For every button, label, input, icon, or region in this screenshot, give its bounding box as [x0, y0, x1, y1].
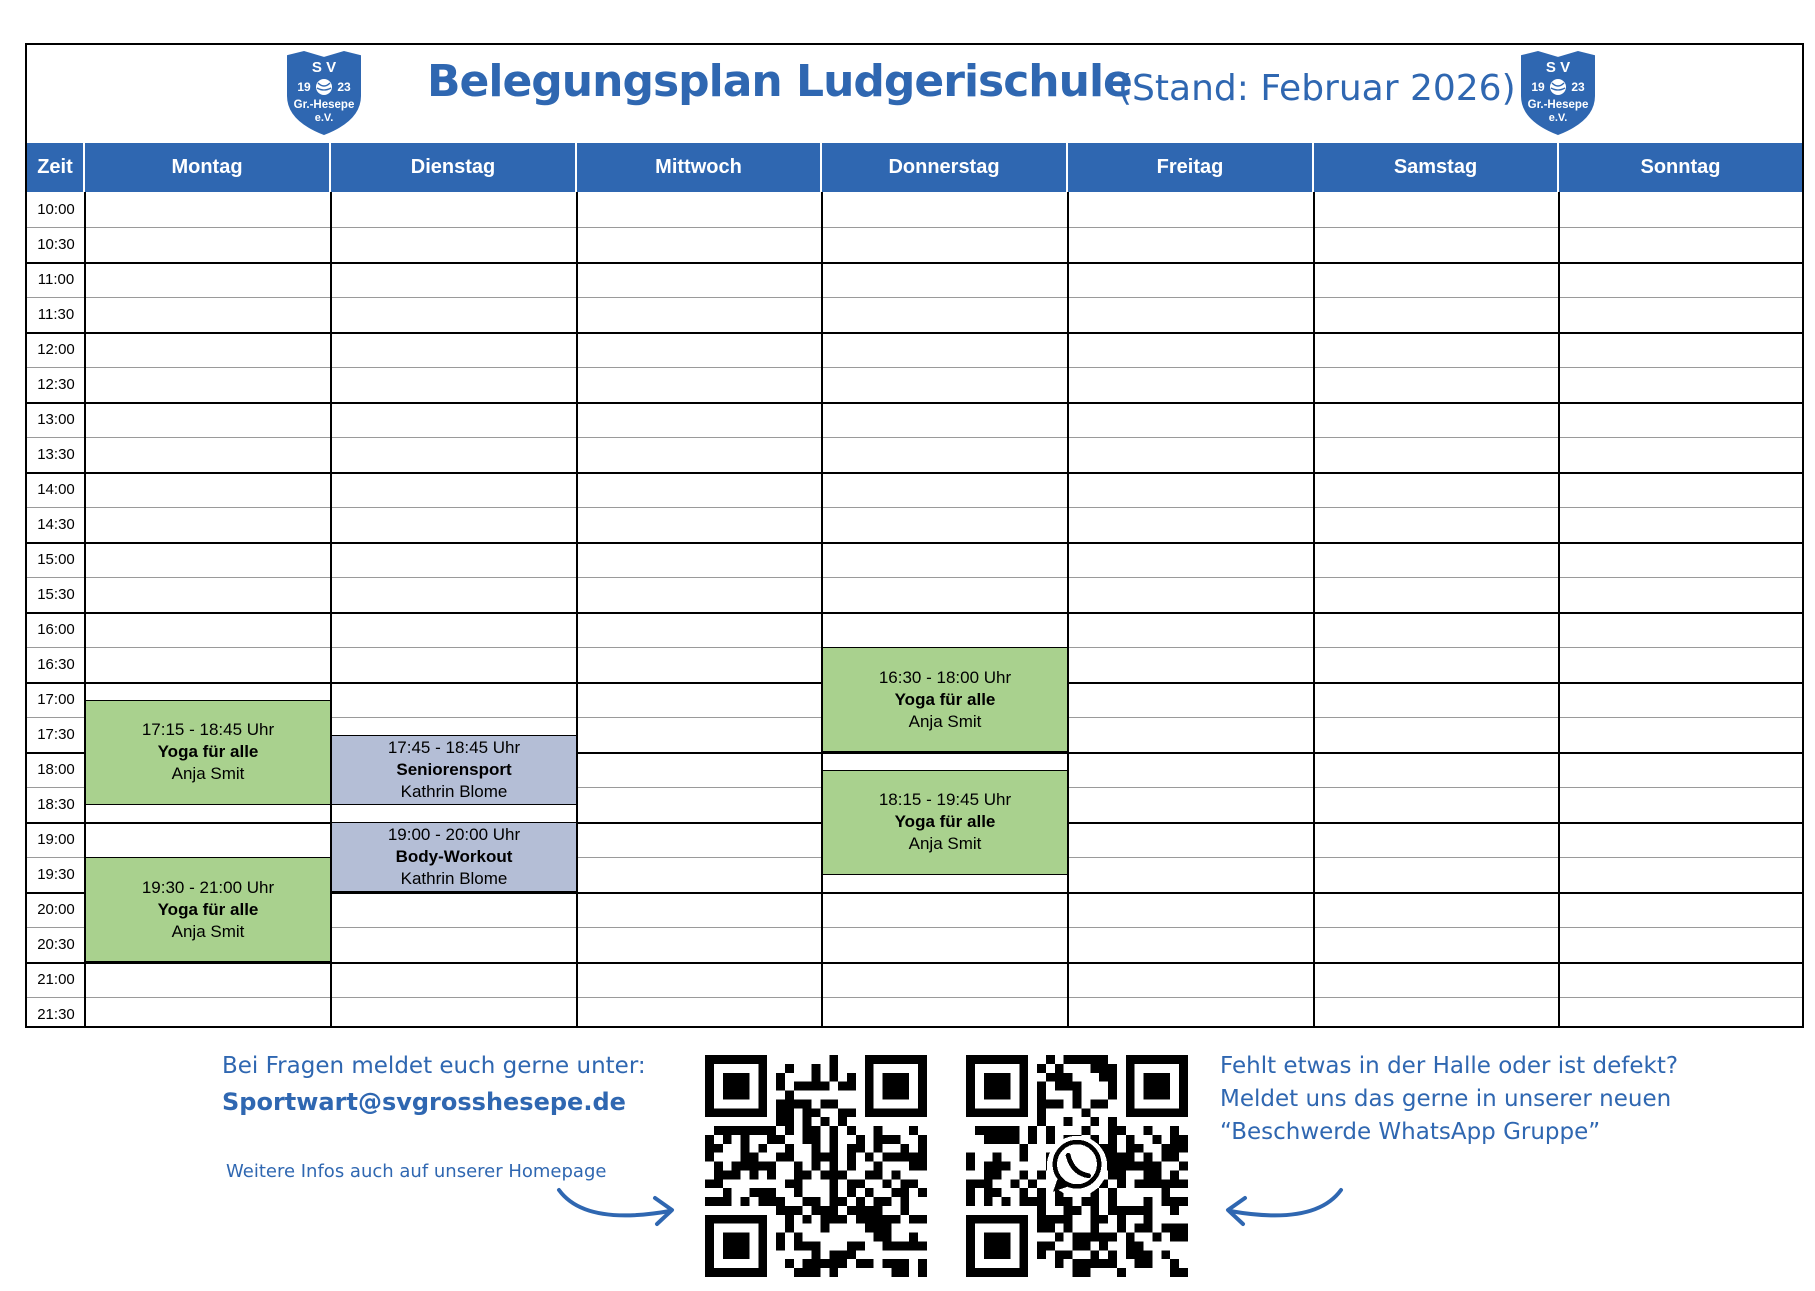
page-title: Belegungsplan Ludgerischule — [427, 56, 1132, 107]
time-label: 14:30 — [37, 516, 75, 533]
time-label: 18:00 — [37, 761, 75, 778]
row-divider — [27, 612, 1802, 614]
defect-line2: Meldet uns das gerne in unserer neuen — [1220, 1086, 1672, 1112]
qr-code-whatsapp-icon[interactable] — [966, 1055, 1188, 1277]
event-trainer: Anja Smit — [171, 764, 245, 783]
time-label: 13:00 — [37, 411, 75, 428]
row-divider — [27, 332, 1802, 334]
time-label: 15:00 — [37, 551, 75, 568]
column-header-sonntag: Sonntag — [1559, 143, 1802, 192]
time-label: 16:00 — [37, 621, 75, 638]
event-title: Yoga für alle — [157, 899, 259, 919]
time-label: 19:00 — [37, 831, 75, 848]
defect-line1: Fehlt etwas in der Halle oder ist defekt? — [1220, 1053, 1679, 1079]
schedule-event[interactable] — [85, 700, 331, 805]
row-divider — [27, 962, 1802, 964]
event-time: 19:00 - 20:00 Uhr — [387, 825, 521, 844]
event-time: 18:15 - 19:45 Uhr — [878, 790, 1012, 809]
logo-year-right: 23 — [337, 80, 351, 94]
column-header-freitag: Freitag — [1068, 143, 1314, 192]
row-divider — [27, 297, 1802, 298]
page-subtitle: (Stand: Februar 2026) — [1118, 68, 1516, 109]
time-label: 12:00 — [37, 341, 75, 358]
event-time: 16:30 - 18:00 Uhr — [878, 667, 1012, 687]
column-divider — [576, 192, 578, 1026]
row-divider — [27, 367, 1802, 368]
event-trainer: Kathrin Blome — [400, 781, 508, 801]
row-divider — [27, 402, 1802, 404]
time-label: 10:00 — [37, 201, 75, 218]
event-trainer: Kathrin Blome — [400, 869, 508, 888]
logo-line1: S V — [1545, 59, 1571, 76]
column-header-samstag: Samstag — [1314, 143, 1559, 192]
schedule-event[interactable] — [85, 857, 331, 962]
time-label: 20:30 — [37, 936, 75, 953]
logo-line3: Gr.-Hesepe — [293, 99, 355, 111]
curved-arrow-right-icon — [555, 1186, 680, 1236]
row-divider — [27, 542, 1802, 544]
row-divider — [27, 262, 1802, 264]
column-header-dienstag: Dienstag — [331, 143, 577, 192]
column-divider — [1067, 192, 1069, 1026]
row-divider — [27, 437, 1802, 438]
logo-year-right: 23 — [1571, 80, 1585, 94]
column-divider — [821, 192, 823, 1026]
logo-line3: Gr.-Hesepe — [1527, 99, 1589, 111]
schedule-event[interactable] — [822, 770, 1068, 875]
event-title: Yoga für alle — [894, 812, 996, 831]
row-divider — [27, 577, 1802, 578]
logo-year-left: 19 — [297, 80, 311, 94]
schedule-event[interactable] — [331, 735, 577, 805]
column-header-zeit: Zeit — [27, 143, 85, 192]
time-label: 20:00 — [37, 901, 75, 918]
homepage-note: Weitere Infos auch auf unserer Homepage — [226, 1161, 607, 1182]
event-time: 19:30 - 21:00 Uhr — [141, 877, 275, 897]
event-trainer: Anja Smit — [908, 834, 982, 853]
event-trainer: Anja Smit — [171, 921, 245, 941]
column-header-donnerstag: Donnerstag — [822, 143, 1068, 192]
time-label: 10:30 — [37, 236, 75, 253]
contact-email-link[interactable]: Sportwart@svgrosshesepe.de — [222, 1088, 626, 1116]
club-logo-right-icon — [1518, 50, 1598, 136]
schedule-event[interactable] — [331, 822, 577, 892]
time-label: 12:30 — [37, 376, 75, 393]
time-label: 15:30 — [37, 586, 75, 603]
row-divider — [27, 472, 1802, 474]
logo-year-left: 19 — [1531, 80, 1545, 94]
time-label: 17:30 — [37, 726, 75, 743]
logo-line4: e.V. — [1548, 112, 1568, 124]
contact-intro: Bei Fragen meldet euch gerne unter: — [222, 1053, 646, 1079]
time-label: 11:00 — [37, 271, 75, 288]
event-title: Body-Workout — [395, 847, 513, 866]
event-time: 17:15 - 18:45 Uhr — [141, 720, 275, 739]
time-label: 13:30 — [37, 446, 75, 463]
defect-line3: “Beschwerde WhatsApp Gruppe” — [1220, 1119, 1601, 1145]
event-title: Seniorensport — [396, 759, 512, 779]
event-trainer: Anja Smit — [908, 711, 982, 731]
time-label: 16:30 — [37, 656, 75, 673]
event-title: Yoga für alle — [894, 689, 996, 709]
event-title: Yoga für alle — [157, 742, 259, 761]
event-time: 17:45 - 18:45 Uhr — [387, 737, 521, 757]
qr-code-icon[interactable] — [705, 1055, 927, 1277]
column-divider — [1558, 192, 1560, 1026]
row-divider — [27, 227, 1802, 228]
schedule-grid — [27, 143, 1802, 1026]
column-divider — [1313, 192, 1315, 1026]
club-logo-left-icon — [284, 50, 364, 136]
time-label: 19:30 — [37, 866, 75, 883]
time-label: 14:00 — [37, 481, 75, 498]
row-divider — [27, 507, 1802, 508]
row-divider — [27, 997, 1802, 998]
column-header-mittwoch: Mittwoch — [577, 143, 822, 192]
time-label: 11:30 — [37, 306, 75, 323]
curved-arrow-left-icon — [1220, 1186, 1345, 1236]
time-label: 17:00 — [37, 691, 75, 708]
logo-line4: e.V. — [314, 112, 334, 124]
time-label: 21:00 — [37, 971, 75, 988]
time-label: 21:30 — [37, 1006, 75, 1023]
column-header-montag: Montag — [85, 143, 331, 192]
schedule-event[interactable] — [822, 647, 1068, 752]
time-label: 18:30 — [37, 796, 75, 813]
logo-line1: S V — [311, 59, 337, 76]
